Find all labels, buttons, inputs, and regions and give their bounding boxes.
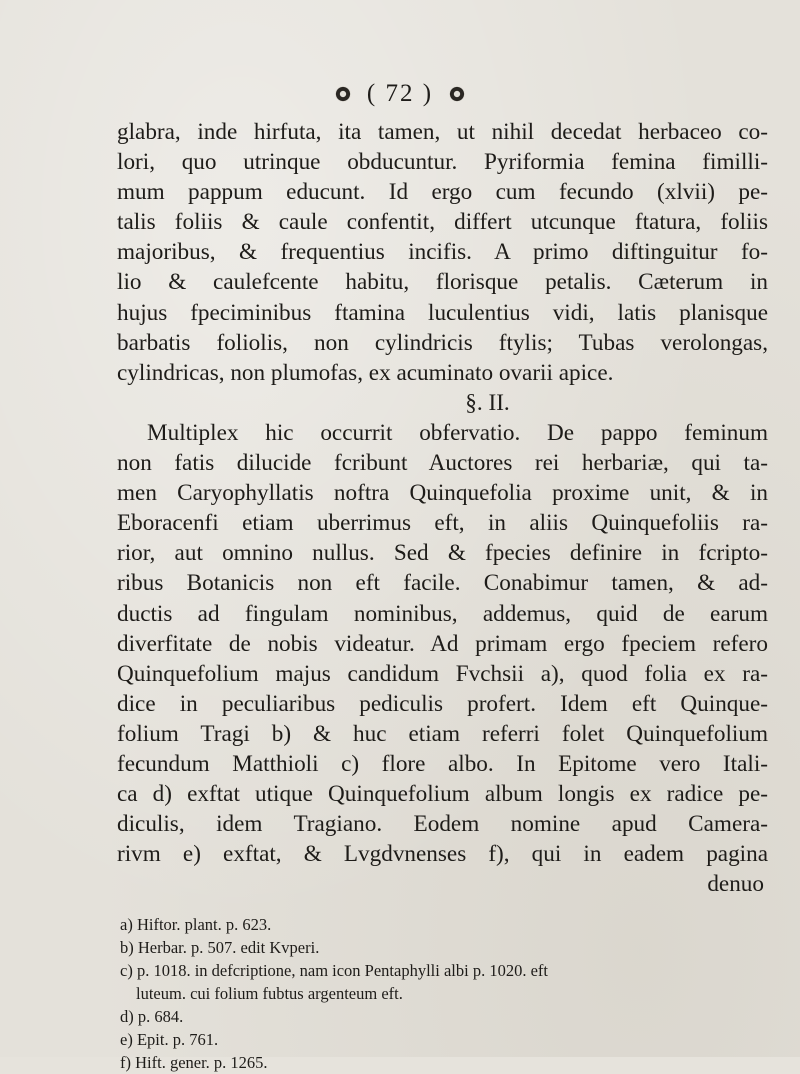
footnote: a) Hiftor. plant. p. 623. <box>120 915 272 934</box>
section-heading: §. II. <box>465 389 510 416</box>
footnotes <box>120 913 760 1074</box>
text-line: talis foliis & caule confentit, differt utcunque ftatura, foliis <box>117 209 768 236</box>
text-line: ribus Botanicis non eft facile. Conabimur tamen, & ad- <box>117 570 768 597</box>
text-line: majoribus, & frequentius incifis. A primo diftinguitur fo- <box>117 239 768 266</box>
text-line: mum pappum educunt. Id ergo cum fecundo (xlvii) pe- <box>117 179 768 206</box>
text-line: Quinquefolium majus candidum Fvchsii a), quod folia ex ra- <box>117 660 768 687</box>
footnote: d) p. 684. <box>120 1007 184 1026</box>
catchword: denuo <box>707 871 764 898</box>
text-line: fecundum Matthioli c) flore albo. In Epitome vero Itali- <box>117 750 768 777</box>
text-line: rivm e) exftat, & Lvgdvnenses f), qui in eadem pagina <box>117 841 768 868</box>
text-line: ductis ad fingulam nominibus, addemus, quid de earum <box>117 600 768 627</box>
footnote: b) Herbar. p. 507. edit Kvperi. <box>120 938 320 957</box>
text-line: lori, quo utrinque obducuntur. Pyriformia femina fimilli- <box>117 149 768 176</box>
text-line: barbatis foliolis, non cylindricis ftylis; Tubas verolongas, <box>117 329 768 356</box>
text-line: hujus fpeciminibus ftamina luculentius vidi, latis planisque <box>117 299 768 326</box>
text-line: ca d) exftat utique Quinquefolium album longis ex radice pe- <box>117 781 768 808</box>
text-line: Eboracenfi etiam uberrimus eft, in aliis Quinquefoliis ra- <box>117 510 768 537</box>
text-line: diculis, idem Tragiano. Eodem nomine apud Camera- <box>117 811 768 838</box>
page-number: ( 72 ) <box>366 80 434 107</box>
text-line: dice in peculiaribus pediculis profert. Idem eft Quinque- <box>117 690 768 717</box>
text-line: Multiplex hic occurrit obfervatio. De pappo feminum <box>147 419 768 446</box>
text-line: men Caryophyllatis noftra Quinquefolia proxime unit, & in <box>117 480 768 507</box>
ornament-icon <box>335 86 351 102</box>
ornament-icon <box>449 86 465 102</box>
page-header <box>0 80 800 108</box>
footnote: f) Hift. gener. p. 1265. <box>120 1053 268 1072</box>
text-line: non fatis dilucide fcribunt Auctores rei herbariæ, qui ta- <box>117 450 768 477</box>
text-line: rior, aut omnino nullus. Sed & fpecies definire in fcripto- <box>117 540 768 567</box>
main-text <box>117 117 768 899</box>
footnote: e) Epit. p. 761. <box>120 1030 219 1049</box>
text-line: cylindricas, non plumofas, ex acuminato ovarii apice. <box>117 359 614 386</box>
footnote: c) p. 1018. in defcriptione, nam icon Pentaphylli albi p. 1020. eft <box>120 961 548 980</box>
text-line: lio & caulefcente habitu, florisque petalis. Cæterum in <box>117 269 768 296</box>
text-line: diverfitate de nobis videatur. Ad primam ergo fpeciem refero <box>117 630 768 657</box>
text-line: glabra, inde hirfuta, ita tamen, ut nihil decedat herbaceo co- <box>117 119 768 145</box>
text-line: folium Tragi b) & huc etiam referri folet Quinquefolium <box>117 720 768 747</box>
footnote-continuation: luteum. cui folium fubtus argenteum eft. <box>136 984 403 1003</box>
